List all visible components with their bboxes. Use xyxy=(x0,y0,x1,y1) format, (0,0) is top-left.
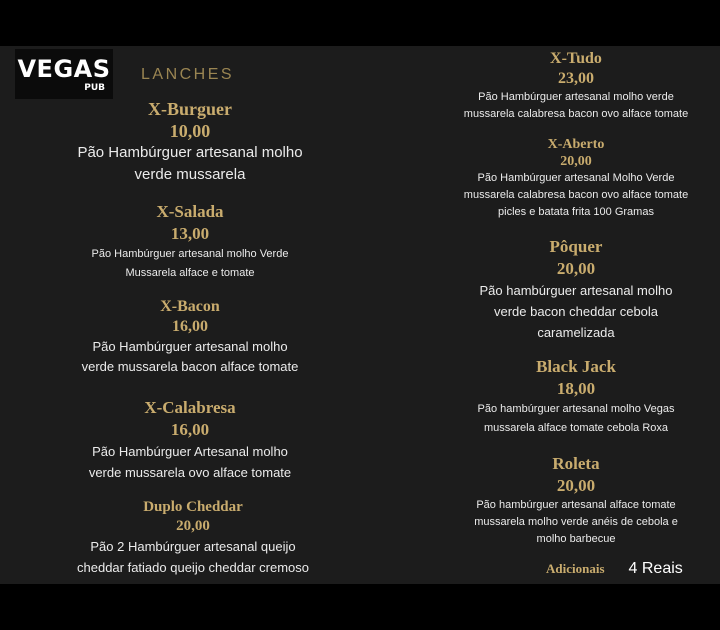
item-desc-line: Pão Hambúrguer artesanal molho xyxy=(92,339,288,354)
menu-item-poquer xyxy=(426,236,720,343)
extras-label: Adicionais xyxy=(546,561,605,576)
item-desc-line: verde mussarela xyxy=(134,166,246,183)
item-price: 16,00 xyxy=(172,318,208,335)
item-desc-line: mussarela alface tomate cebola Roxa xyxy=(483,422,669,434)
item-desc-line: picles e batata frita 100 Gramas xyxy=(498,206,654,218)
item-desc-line: mussarela calabresa bacon ovo alface tomate xyxy=(463,189,689,201)
item-desc-line: Pão Hambúrguer Artesanal molho xyxy=(92,444,288,459)
logo-sub-text: PUB xyxy=(84,83,105,93)
item-desc-line: Pão hambúrguer artesanal molho Vegas xyxy=(477,403,675,415)
item-desc-line: cheddar fatiado queijo cheddar cremoso xyxy=(77,560,309,575)
section-title: LANCHES xyxy=(141,66,235,83)
menu-item-black-jack xyxy=(426,356,720,438)
menu-item-x-tudo xyxy=(426,49,720,123)
item-price: 16,00 xyxy=(170,420,210,439)
item-desc-line: Pão Hambúrguer artesanal molho Verde xyxy=(91,248,289,260)
menu-item-x-salada xyxy=(40,201,340,283)
item-price: 13,00 xyxy=(170,224,210,243)
item-desc-line: Pão hambúrguer artesanal alface tomate xyxy=(476,499,676,511)
item-name: Duplo Cheddar xyxy=(143,499,243,515)
item-desc-line: Pão Hambúrguer artesanal molho verde xyxy=(478,91,674,103)
item-desc-line: verde mussarela bacon alface tomate xyxy=(81,359,299,374)
item-desc-line: molho barbecue xyxy=(536,533,616,545)
item-price: 20,00 xyxy=(560,154,592,169)
item-desc-line: Pão 2 Hambúrguer artesanal queijo xyxy=(90,539,296,554)
extras-row xyxy=(546,560,683,578)
vegas-pub-logo xyxy=(15,49,113,99)
item-desc-line: mussarela molho verde anéis de cebola e xyxy=(474,516,678,528)
item-price: 20,00 xyxy=(556,259,596,278)
item-desc-line: caramelizada xyxy=(537,325,615,340)
item-price: 18,00 xyxy=(556,379,596,398)
item-desc-line: mussarela calabresa bacon ovo alface tomate xyxy=(463,108,689,120)
menu-item-x-aberto xyxy=(426,136,720,221)
menu-board xyxy=(0,46,720,584)
item-price: 10,00 xyxy=(169,121,211,141)
menu-item-roleta xyxy=(426,453,720,548)
item-name: X-Calabresa xyxy=(144,398,236,417)
item-price: 20,00 xyxy=(176,518,210,534)
extras-price: 4 Reais xyxy=(628,560,683,577)
item-desc-line: Pão hambúrguer artesanal molho xyxy=(479,283,673,298)
item-name: Pôquer xyxy=(549,237,603,256)
menu-item-x-burguer xyxy=(40,98,340,186)
item-name: Roleta xyxy=(552,454,600,473)
logo-main-text: VEGAS xyxy=(17,55,111,83)
item-desc-line: Pão Hambúrguer artesanal Molho Verde xyxy=(477,172,675,184)
item-desc-line: Pão Hambúrguer artesanal molho xyxy=(77,144,303,161)
item-desc-line: verde mussarela ovo alface tomate xyxy=(88,465,292,480)
item-price: 20,00 xyxy=(556,476,596,495)
item-name: X-Aberto xyxy=(547,137,605,152)
menu-item-x-calabresa xyxy=(40,397,340,483)
menu-item-duplo-cheddar xyxy=(40,498,346,578)
item-name: X-Burguer xyxy=(148,99,232,119)
item-desc-line: verde bacon cheddar cebola xyxy=(493,304,659,319)
item-name: X-Tudo xyxy=(550,50,602,67)
item-name: Black Jack xyxy=(536,357,616,376)
item-name: X-Salada xyxy=(156,202,224,221)
item-price: 23,00 xyxy=(558,70,594,87)
item-desc-line: Mussarela alface e tomate xyxy=(125,267,255,279)
item-name: X-Bacon xyxy=(160,298,220,315)
menu-item-x-bacon xyxy=(40,297,340,377)
